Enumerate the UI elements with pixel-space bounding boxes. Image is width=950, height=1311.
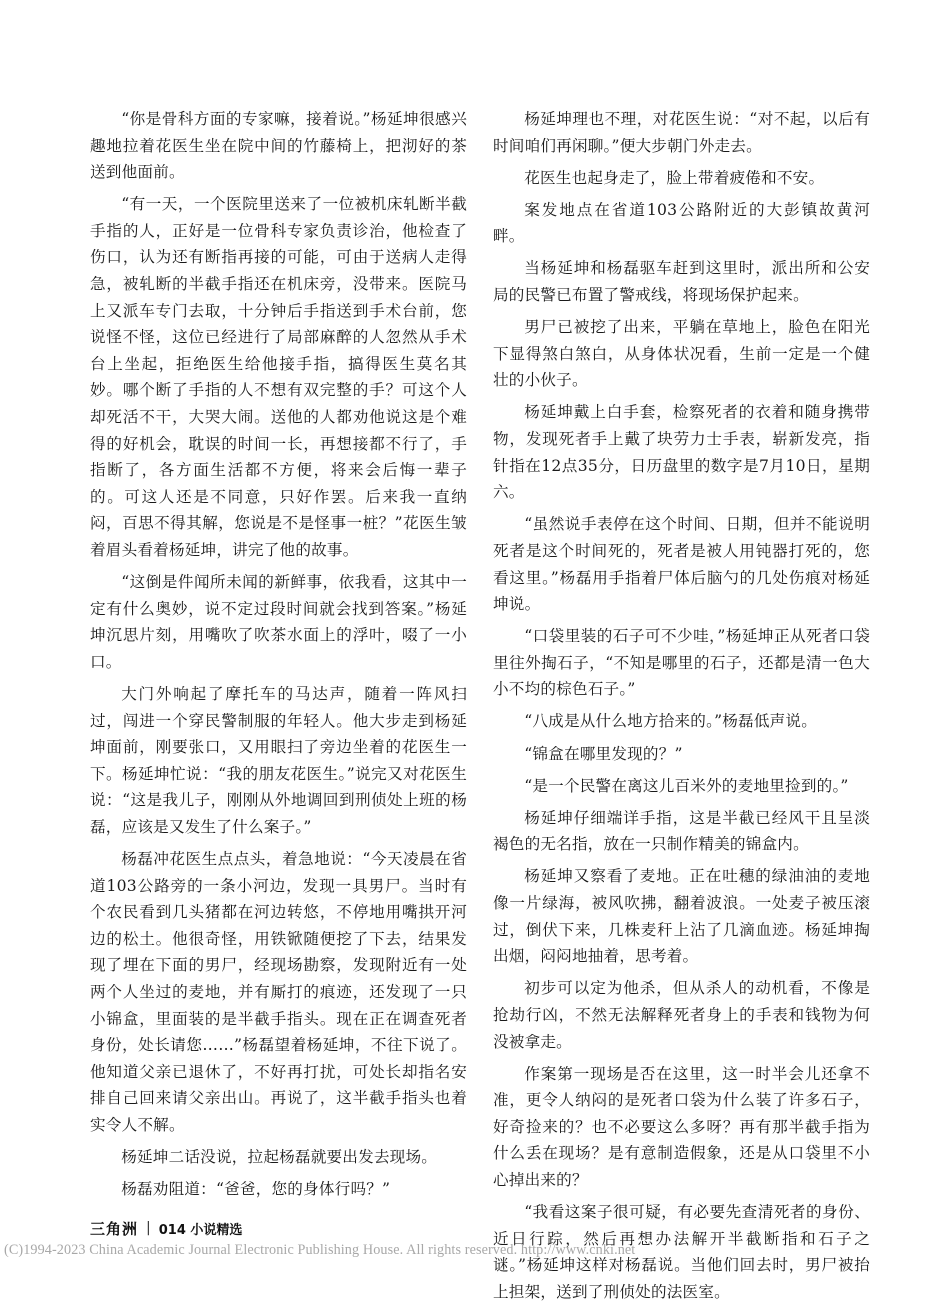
paragraph: “八成是从什么地方拾来的。”杨磊低声说。 xyxy=(524,712,818,731)
paragraph: “这倒是件闻所未闻的新鲜事，依我看，这其中一定有什么奥妙，说不定过段时间就会找到答案。”杨延坤沉思片刻，用嘴吹了吹茶水面上的浮叶，啜了一小口。 xyxy=(90,573,467,671)
paragraph: “是一个民警在离这儿百米外的麦地里捡到的。” xyxy=(524,776,849,795)
paragraph: 杨延坤又察看了麦地。正在吐穗的绿油油的麦地像一片绿海，被风吹拂，翻着波浪。一处麦子被压滚过，倒伏下来，几株麦秆上沾了几滴血迹。杨延坤掏出烟，闷闷地抽着，思考着。 xyxy=(493,867,870,966)
paragraph: “我看这案子很可疑，有必要先查清死者的身份、近日行踪，然后再想办法解开半截断指和石子之谜。”杨延坤这样对杨磊说。当他们回去时，男尸被抬上担架，送到了刑侦处的法医室。 xyxy=(493,1203,870,1301)
paragraph: 杨延坤二话没说，拉起杨磊就要出发去现场。 xyxy=(121,1148,438,1167)
paragraph: 杨磊劝阻道：“爸爸，您的身体行吗？” xyxy=(121,1180,391,1199)
paragraph: 杨延坤理也不理，对花医生说：“对不起，以后有时间咱们再闲聊。”便大步朝门外走去。 xyxy=(493,110,870,155)
paragraph: 案发地点在省道103公路附近的大彭镇故黄河畔。 xyxy=(493,200,870,246)
magazine-logo: 三角洲 xyxy=(90,1219,139,1238)
paragraph: “锦盒在哪里发现的？” xyxy=(524,744,683,763)
paragraph: 大门外响起了摩托车的马达声，随着一阵风扫过，闯进一个穿民警制服的年轻人。他大步走到杨延坤面前，刚要张口，又用眼扫了旁边坐着的花医生一下。杨延坤忙说：“我的朋友花医生。”说完又对花医生说：“这是我儿子，刚刚从外地调回到刑侦处上班的杨磊，应该是又发生了什么案子。” xyxy=(90,684,467,836)
footer-separator: | xyxy=(146,1220,151,1236)
paragraph: 杨磊冲花医生点点头，着急地说：“今天凌晨在省道103公路旁的一条小河边，发现一具男尸。当时有个农民看到几头猪都在河边转悠，不停地用嘴拱开河边的松土。他很奇怪，用铁锨随便挖了下去，结果发现了埋在下面的男尸，经现场勘察，发现附近有一处两个人坐过的麦地，并有厮打的痕迹，还发现了一只小锦盒，里面装的是半截手指头。现在正在调查死者身份，处长请您……”杨磊望着杨延坤，不往下说了。他知道父亲已退休了，不好再打扰，可处长却指名安排自己回来请父亲出山。再说了，这半截手指头也着实令人不解。 xyxy=(90,850,467,1134)
page-footer xyxy=(90,1217,242,1239)
paragraph: “虽然说手表停在这个时间、日期，但并不能说明死者是这个时间死的，死者是被人用钝器打死的，您看这里。”杨磊用手指着尸体后脑勺的几处伤痕对杨延坤说。 xyxy=(493,515,870,614)
paragraph: “你是骨科方面的专家嘛，接着说。”杨延坤很感兴趣地拉着花医生坐在院中间的竹藤椅上，把沏好的茶送到他面前。 xyxy=(90,110,467,182)
paragraph: 男尸已被挖了出来，平躺在草地上，脸色在阳光下显得煞白煞白，从身体状况看，生前一定是一个健壮的小伙子。 xyxy=(493,318,870,390)
left-column xyxy=(90,106,467,1208)
copyright-watermark: (C)1994-2023 China Academic Journal Electronic Publishing House. All rights reserved. http://www.cnki.net xyxy=(4,1242,636,1258)
paragraph: 初步可以定为他杀，但从杀人的动机看，不像是抢劫行凶，不然无法解释死者身上的手表和钱物为何没被拿走。 xyxy=(493,979,870,1051)
right-column xyxy=(493,106,870,1311)
paragraph: 作案第一现场是否在这里，这一时半会儿还拿不准，更令人纳闷的是死者口袋为什么装了许多石子，好奇捡来的？也不必要这么多呀？再有那半截手指为什么丢在现场？是有意制造假象，还是从口袋里不小心掉出来的？ xyxy=(493,1064,870,1189)
paragraph: “有一天，一个医院里送来了一位被机床轧断半截手指的人，正好是一位骨科专家负责诊治，他检查了伤口，认为还有断指再接的可能，可由于送病人走得急，被轧断的半截手指还在机床旁，没带来。医院马上又派车专门去取，十分钟后手指送到手术台前，您说怪不怪，这位已经进行了局部麻醉的人忽然从手术台上坐起，拒绝医生给他接手指，搞得医生莫名其妙。哪个断了手指的人不想有双完整的手？可这个人却死活不干，大哭大闹。送他的人都劝他说这是个难得的好机会，耽误的时间一长，再想接都不行了，手指断了，各方面生活都不方便，将来会后悔一辈子的。可这人还是不同意，只好作罢。后来我一直纳闷，百思不得其解，您说是不是怪事一桩？”花医生皱着眉头看着杨延坤，讲完了他的故事。 xyxy=(90,195,467,559)
paragraph: 杨延坤仔细端详手指，这是半截已经风干且呈淡褐色的无名指，放在一只制作精美的锦盒内。 xyxy=(493,808,870,854)
paragraph: 当杨延坤和杨磊驱车赶到这里时，派出所和公安局的民警已布置了警戒线，将现场保护起来。 xyxy=(493,259,870,305)
paragraph: 花医生也起身走了，脸上带着疲倦和不安。 xyxy=(524,168,825,187)
paragraph: “口袋里装的石子可不少哇，”杨延坤正从死者口袋里往外掏石子，“不知是哪里的石子，还都是清一色大小不均的棕色石子。” xyxy=(493,627,870,699)
paragraph: 杨延坤戴上白手套，检察死者的衣着和随身携带物，发现死者手上戴了块劳力士手表，崭新发亮，指针指在12点35分，日历盘里的数字是7月10日，星期六。 xyxy=(493,403,870,502)
page-number-label: 014 小说精选 xyxy=(158,1222,243,1238)
